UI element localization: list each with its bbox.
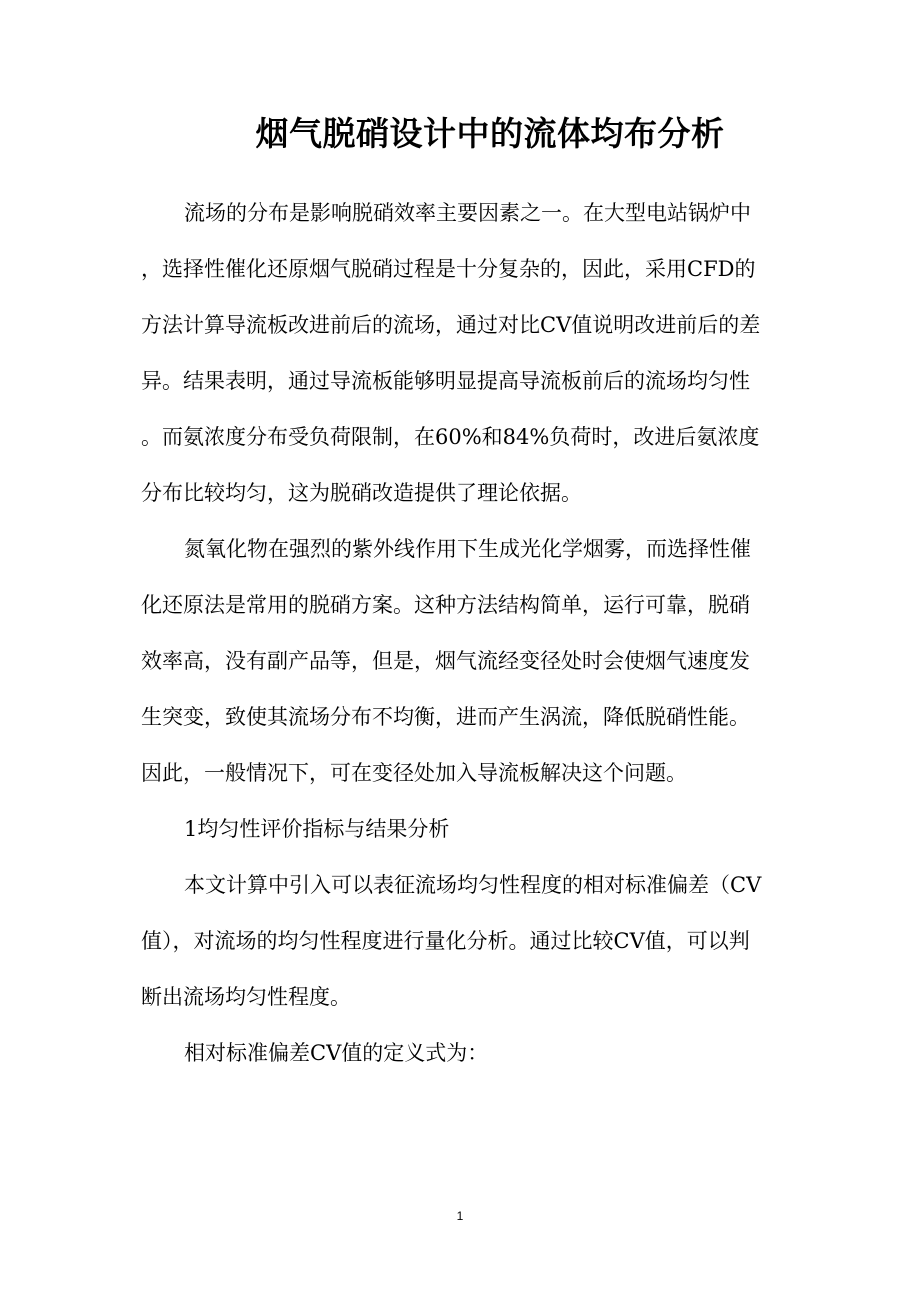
paragraph-1-line-6: 分布比较均匀，这为脱硝改造提供了理论依据。: [141, 481, 582, 505]
paragraph-1-line-3: 方法计算导流板改进前后的流场，通过对比CV值说明改进前后的差: [141, 313, 761, 337]
paragraph-2-line-1: 氮氧化物在强烈的紫外线作用下生成光化学烟雾，而选择性催: [184, 537, 751, 561]
document-title: 烟气脱硝设计中的流体均布分析: [255, 114, 725, 153]
paragraph-1-line-4: 异。结果表明，通过导流板能够明显提高导流板前后的流场均匀性: [141, 369, 750, 393]
paragraph-2-line-4: 生突变，致使其流场分布不均衡，进而产生涡流，降低脱硝性能。: [141, 705, 750, 729]
paragraph-3-line-3: 断出流场均匀性程度。: [141, 985, 351, 1009]
paragraph-4-line-1: 相对标准偏差CV值的定义式为：: [184, 1041, 489, 1065]
section-heading: 1均匀性评价指标与结果分析: [184, 817, 450, 841]
paragraph-1-line-2: ，选择性催化还原烟气脱硝过程是十分复杂的，因此，采用CFD的: [141, 257, 756, 281]
paragraph-2-line-3: 效率高，没有副产品等，但是，烟气流经变径处时会使烟气速度发: [141, 649, 750, 673]
paragraph-1-line-1: 流场的分布是影响脱硝效率主要因素之一。在大型电站锅炉中: [184, 201, 751, 225]
page-number: 1: [456, 1209, 464, 1223]
paragraph-3-line-1: 本文计算中引入可以表征流场均匀性程度的相对标准偏差（CV: [184, 873, 762, 897]
paragraph-2-line-5: 因此，一般情况下，可在变径处加入导流板解决这个问题。: [141, 761, 687, 785]
paragraph-2-line-2: 化还原法是常用的脱硝方案。这种方法结构简单，运行可靠，脱硝: [141, 593, 750, 617]
paragraph-1-line-5: 。而氨浓度分布受负荷限制，在60%和84%负荷时，改进后氨浓度: [141, 425, 760, 449]
paragraph-3-line-2: 值），对流场的均匀性程度进行量化分析。通过比较CV值，可以判: [141, 929, 750, 953]
